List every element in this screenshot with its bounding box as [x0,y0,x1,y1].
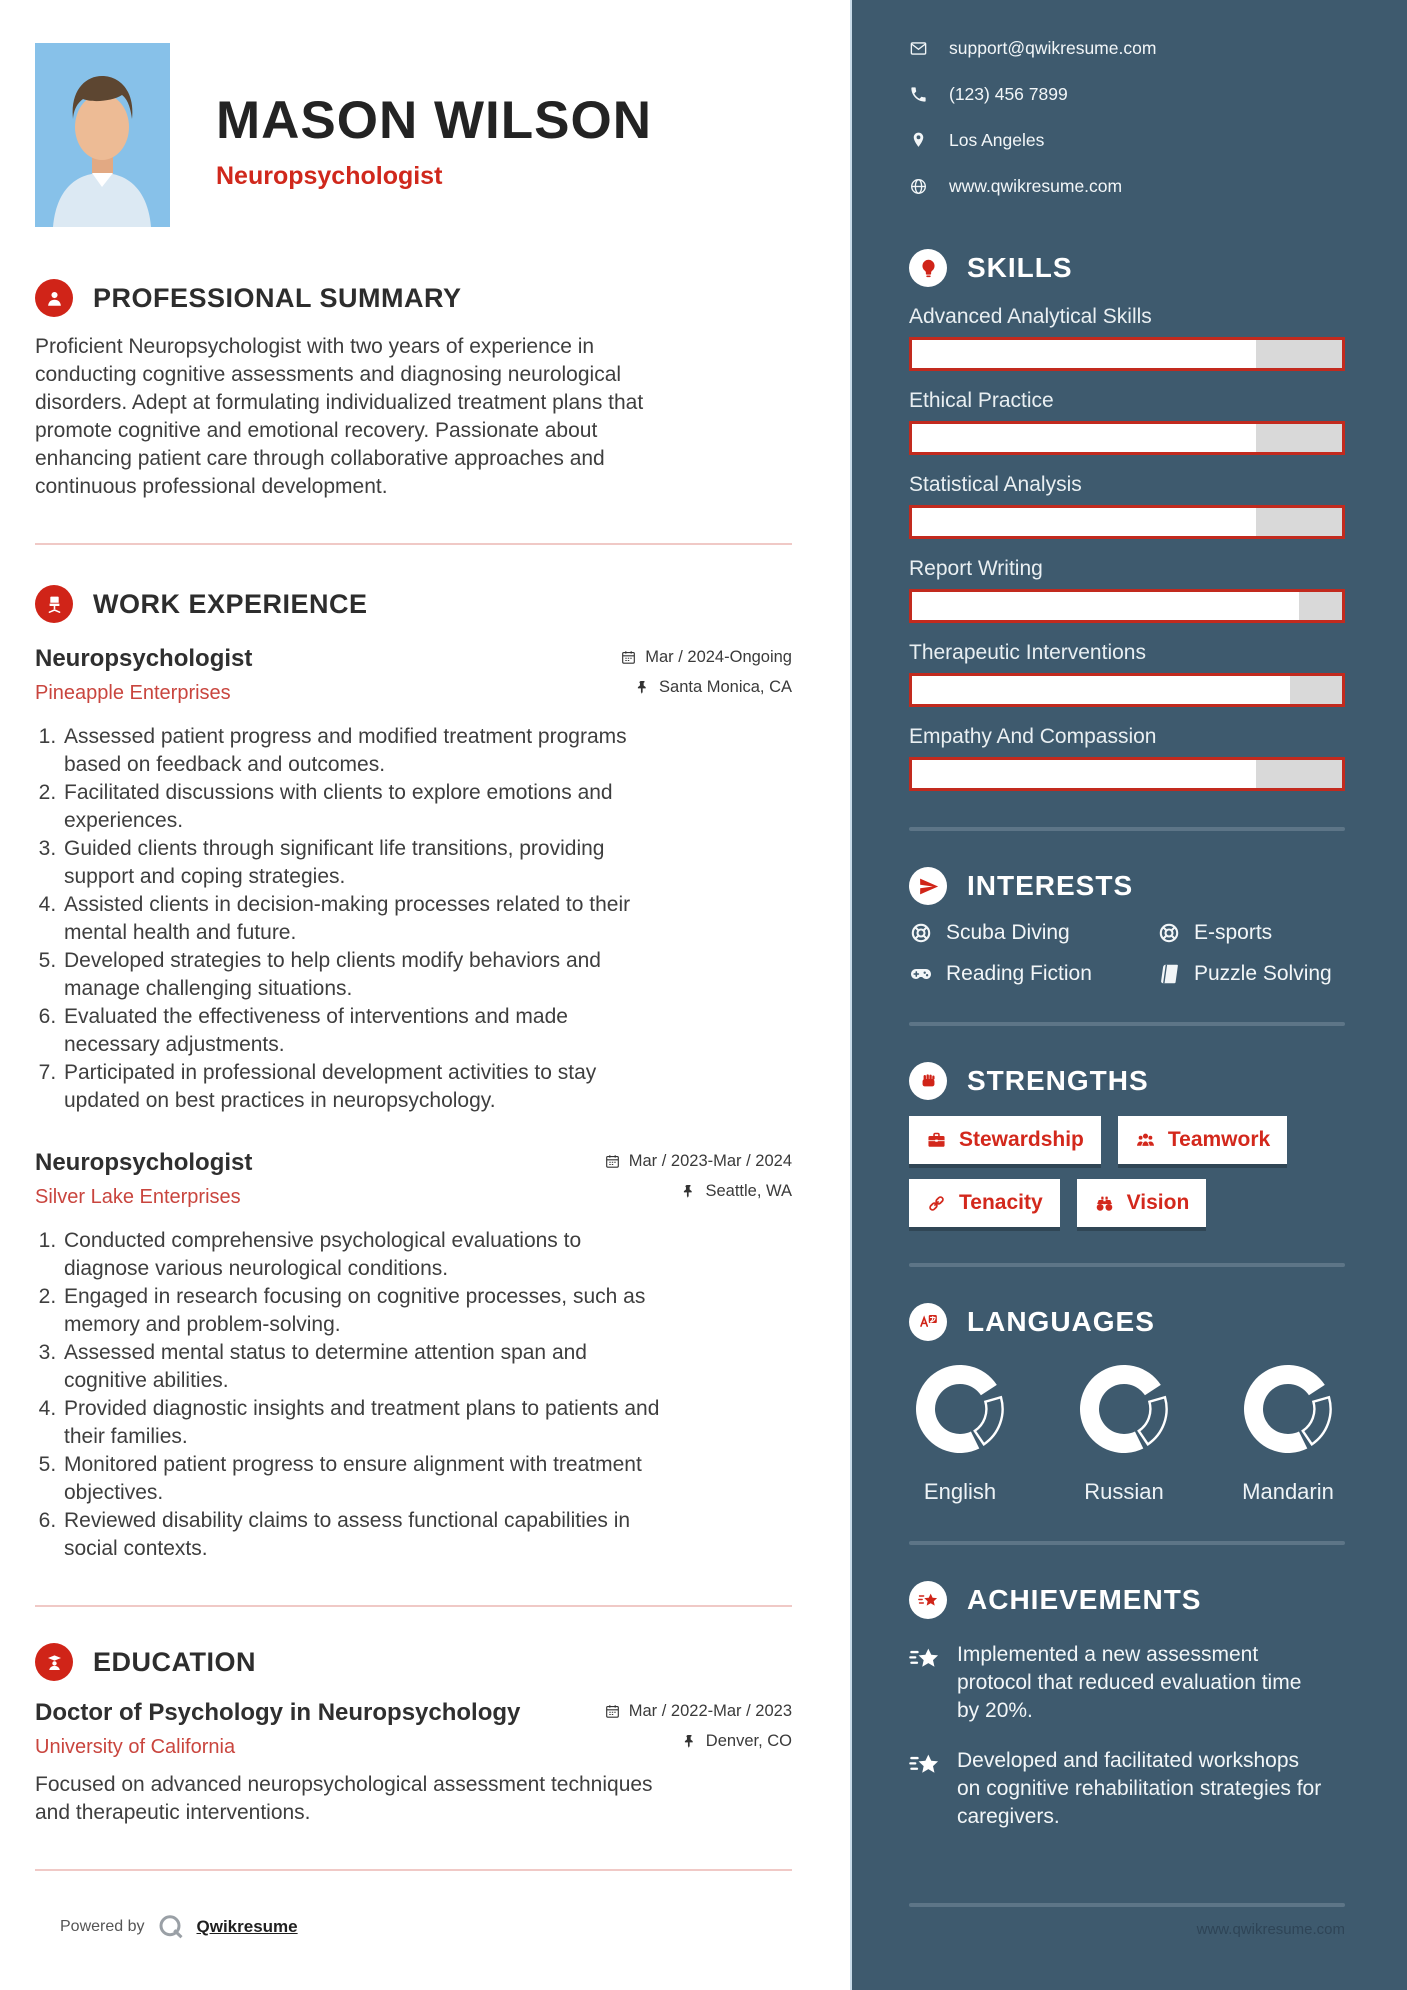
contact-email[interactable] [909,38,1345,59]
education-description: Focused on advanced neuropsychological assessment techniques and therapeutic interventions. [35,1773,653,1824]
languages-heading: LANGUAGES [967,1306,1155,1337]
language-donut-chart [1078,1363,1170,1455]
strength-badge [909,1179,1060,1227]
interest-item [1157,921,1345,945]
header [35,43,792,227]
strengths-list [909,1116,1345,1227]
strength-badge [1118,1116,1287,1164]
job-company: Silver Lake Enterprises [35,1186,241,1208]
binoculars-icon [1094,1193,1115,1214]
job-bullet: 3. Guided clients through significant life transitions, providing support and coping strategies. [62,835,660,891]
skill-label: Advanced Analytical Skills [909,305,1152,328]
work-heading: WORK EXPERIENCE [93,588,368,619]
skill-label: Report Writing [909,557,1043,580]
book-icon [1157,962,1181,986]
languages-section [909,1303,1345,1505]
education-heading: EDUCATION [93,1646,256,1677]
divider [35,543,792,545]
skill-fill [912,676,1290,704]
skill-fill [912,424,1256,452]
summary-text: Proficient Neuropsychologist with two years of experience in conducting cognitive assessments and diagnosing neurological disorders. Adept at formulating individualized treatment plans that promote cognitive and emotional recovery. Passionate about enhancing patient care through collaborative approaches and continuous professional development. [35,335,644,498]
achievements-heading: ACHIEVEMENTS [967,1584,1202,1615]
link-icon [926,1193,947,1214]
contact-website-text: www.qwikresume.com [949,176,1123,196]
shooting-star-icon [909,1643,941,1675]
graduate-icon [35,1643,73,1681]
contact-location-text: Los Angeles [949,130,1045,150]
skill-bar [909,673,1345,707]
shooting-star-icon [909,1581,947,1619]
job-bullet: 5. Monitored patient progress to ensure alignment with treatment objectives. [62,1451,660,1507]
panel-divider [909,1541,1345,1545]
contact-location [909,130,1345,151]
powered-by-label: Powered by [60,1918,145,1935]
panel-divider [909,1022,1345,1026]
job-location: Santa Monica, CA [659,678,792,696]
achievements-list [909,1641,1345,1831]
interest-label: Scuba Diving [946,921,1070,944]
language-item [1242,1363,1334,1505]
footer [60,1912,298,1942]
skills-section [909,249,1345,791]
skill-item [909,305,1345,371]
skill-fill [912,340,1256,368]
interest-label: Reading Fiction [946,962,1092,985]
skill-item [909,473,1345,539]
language-donut-chart [1242,1363,1334,1455]
paper-plane-icon [909,867,947,905]
skill-bar [909,337,1345,371]
skill-bar [909,505,1345,539]
shooting-star-icon [909,1749,941,1781]
job-title: Neuropsychologist [35,1149,253,1176]
job-bullets [35,723,660,1115]
globe-icon [909,177,928,196]
contact-phone[interactable] [909,84,1345,105]
calendar-icon [620,649,637,666]
profile-photo-illustration [35,43,170,227]
achievement-text: Implemented a new assessment protocol that reduced evaluation time by 20%. [957,1643,1302,1722]
skill-item [909,557,1345,623]
job-bullet: 4. Provided diagnostic insights and treatment plans to patients and their families. [62,1395,660,1451]
contact-website[interactable] [909,176,1345,197]
education-section [35,1643,792,1827]
strength-label: Vision [1126,1191,1190,1214]
life-ring-icon [1157,921,1181,945]
language-item [1078,1363,1170,1505]
job-dates: Mar / 2024-Ongoing [645,648,792,666]
map-marker-icon [909,131,928,150]
job-dates: Mar / 2023-Mar / 2024 [628,1152,792,1170]
language-label: Russian [1084,1479,1164,1504]
language-label: English [923,1479,997,1504]
fist-icon [909,1062,947,1100]
skill-item [909,641,1345,707]
pushpin-icon [681,1733,698,1750]
strength-badge [1077,1179,1207,1227]
job-bullet: 1. Assessed patient progress and modified treatment programs based on feedback and outcomes. [62,723,660,779]
right-panel [850,0,1407,1990]
skill-fill [912,592,1299,620]
interest-label: Puzzle Solving [1194,962,1332,985]
pushpin-icon [634,679,651,696]
languages-list [914,1363,1334,1505]
translate-icon [909,1303,947,1341]
calendar-icon [604,1153,621,1170]
interest-item [909,921,1157,945]
phone-icon [909,85,928,104]
achievement-item [909,1641,1345,1725]
summary-heading: PROFESSIONAL SUMMARY [93,282,462,313]
skill-label: Ethical Practice [909,389,1054,412]
strength-label: Teamwork [1167,1128,1271,1151]
strength-badge [909,1116,1101,1164]
skills-list [909,305,1345,791]
language-item [914,1363,1006,1505]
job-bullet: 6. Evaluated the effectiveness of interventions and made necessary adjustments. [62,1003,660,1059]
panel-divider [909,827,1345,831]
skill-label: Statistical Analysis [909,473,1082,496]
job-title: Neuropsychologist [35,645,253,672]
job-bullet: 4. Assisted clients in decision-making processes related to their mental health and future. [62,891,660,947]
interests-heading: INTERESTS [967,870,1134,901]
contact-email-text: support@qwikresume.com [949,38,1157,58]
life-ring-icon [909,921,933,945]
job-entry [35,1149,792,1563]
interest-item [1157,962,1345,986]
skill-item [909,389,1345,455]
interests-list [909,921,1345,986]
footer-website: www.qwikresume.com [1196,1921,1345,1938]
job-bullet: 5. Developed strategies to help clients modify behaviors and manage challenging situations. [62,947,660,1003]
skill-bar [909,421,1345,455]
job-bullet: 2. Engaged in research focusing on cognitive processes, such as memory and problem-solving. [62,1283,660,1339]
qwikresume-logo-icon [156,1912,186,1942]
person-icon [35,279,73,317]
jobs-list [35,645,792,1563]
skills-heading: SKILLS [967,252,1073,283]
summary-section [35,279,792,501]
skill-fill [912,760,1256,788]
skill-label: Therapeutic Interventions [909,641,1146,664]
profile-photo [35,43,170,227]
team-icon [1135,1130,1156,1151]
skill-bar [909,589,1345,623]
candidate-title: Neuropsychologist [216,161,443,190]
skill-fill [912,508,1256,536]
achievement-text: Developed and facilitated workshops on cognitive rehabilitation strategies for caregivers. [957,1749,1322,1828]
lightbulb-icon [909,249,947,287]
interest-label: E-sports [1194,921,1273,944]
job-company: Pineapple Enterprises [35,682,231,704]
office-chair-icon [35,585,73,623]
language-donut-chart [914,1363,1006,1455]
strength-label: Tenacity [959,1191,1043,1214]
education-dates: Mar / 2022-Mar / 2023 [628,1702,792,1720]
pushpin-icon [680,1183,697,1200]
degree-title: Doctor of Psychology in Neuropsychology [35,1699,521,1726]
work-section [35,585,792,1563]
panel-footer [909,1903,1345,1938]
job-bullet: 2. Facilitated discussions with clients to explore emotions and experiences. [62,779,660,835]
education-location: Denver, CO [705,1732,792,1750]
job-bullet: 1. Conducted comprehensive psychological evaluations to diagnose various neurological conditions. [62,1227,660,1283]
job-location: Seattle, WA [705,1182,792,1200]
job-bullet: 6. Reviewed disability claims to assess functional capabilities in social contexts. [62,1507,660,1563]
gamepad-icon [909,962,933,986]
school-name: University of California [35,1736,236,1758]
envelope-icon [909,39,928,58]
qwikresume-link[interactable]: Qwikresume [196,1917,298,1936]
contact-phone-text: (123) 456 7899 [949,84,1068,104]
skill-item [909,725,1345,791]
panel-divider [909,1263,1345,1267]
contact-block [909,38,1345,197]
divider [35,1605,792,1607]
job-entry [35,645,792,1115]
skill-label: Empathy And Compassion [909,725,1157,748]
job-bullet: 3. Assessed mental status to determine attention span and cognitive abilities. [62,1339,660,1395]
calendar-icon [604,1703,621,1720]
strengths-heading: STRENGTHS [967,1065,1149,1096]
interests-section [909,867,1345,986]
strengths-section [909,1062,1345,1227]
achievements-section [909,1581,1345,1831]
strength-label: Stewardship [959,1128,1084,1151]
job-bullet: 7. Participated in professional development activities to stay updated on best practices in neuropsychology. [62,1059,660,1115]
achievement-item [909,1747,1345,1831]
candidate-name: MASON WILSON [216,91,652,150]
language-label: Mandarin [1242,1479,1334,1504]
interest-item [909,962,1157,986]
divider [35,1869,792,1871]
briefcase-icon [926,1130,947,1151]
panel-divider [909,1903,1345,1907]
job-bullets [35,1227,660,1563]
skill-bar [909,757,1345,791]
